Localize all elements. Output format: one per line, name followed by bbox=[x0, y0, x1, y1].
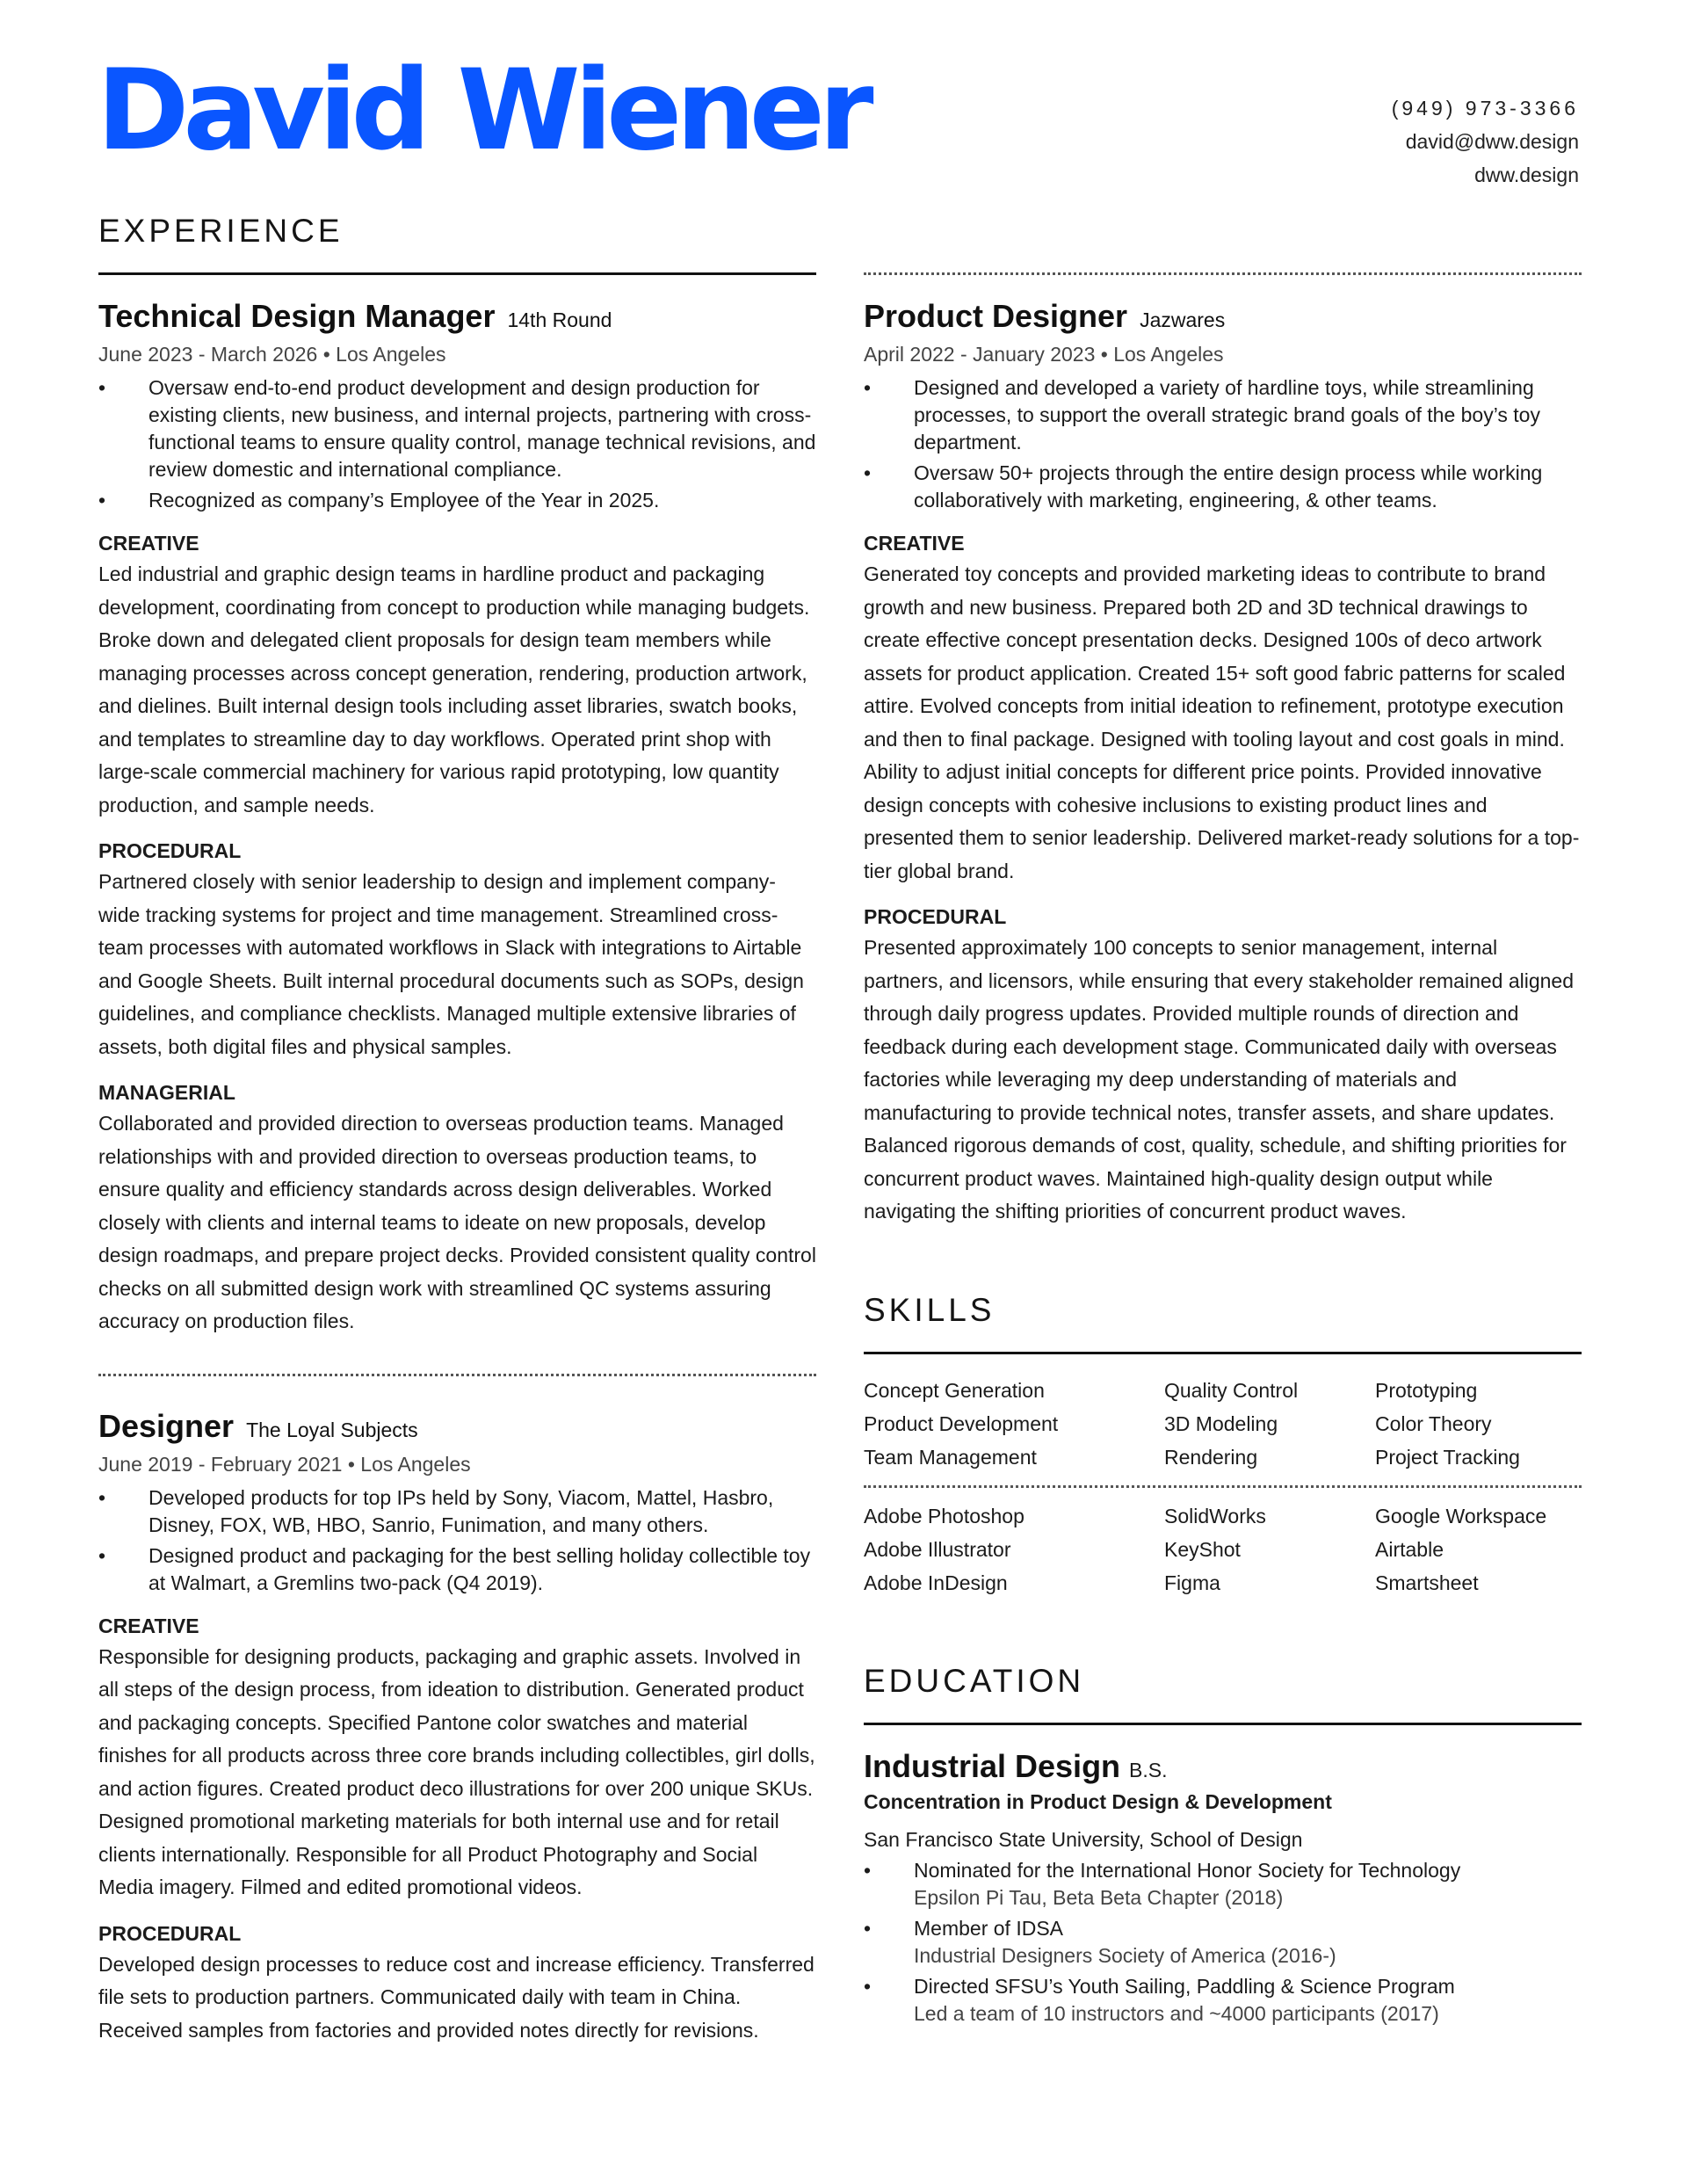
subsection-heading: MANAGERIAL bbox=[98, 1081, 235, 1104]
education-title-row bbox=[864, 1745, 1582, 1789]
education-school: San Francisco State University, School of Design bbox=[864, 1827, 1303, 1851]
tool-item: Google Workspace bbox=[1375, 1504, 1547, 1527]
skills-rule bbox=[864, 1352, 1582, 1354]
section-gap bbox=[864, 1600, 1582, 1661]
education-achievements bbox=[864, 1857, 1582, 2028]
subsection-heading: CREATIVE bbox=[98, 532, 199, 555]
job-bullets bbox=[98, 374, 816, 514]
achievement-item bbox=[864, 1973, 1582, 2028]
job-header bbox=[864, 294, 1582, 338]
job-product-designer bbox=[864, 294, 1582, 1229]
skill-item: Project Tracking bbox=[1375, 1445, 1520, 1469]
subsection-heading: PROCEDURAL bbox=[98, 1921, 242, 1945]
subsection-heading: PROCEDURAL bbox=[864, 905, 1007, 928]
job-title: Product Designer bbox=[864, 298, 1128, 334]
education-rule bbox=[864, 1723, 1582, 1725]
education-concentration: Concentration in Product Design & Development bbox=[864, 1789, 1332, 1813]
education-field: Industrial Design bbox=[864, 1747, 1121, 1784]
right-top-spacer bbox=[864, 211, 1582, 255]
education-entry bbox=[864, 1745, 1582, 2028]
job-bullets bbox=[98, 1484, 816, 1597]
tool-item: Airtable bbox=[1375, 1537, 1444, 1561]
experience-rule bbox=[98, 272, 816, 275]
bullet-item: • Designed product and packaging for the best selling holiday collectible toy at Walmart, a Gremlins two-pack (Q4 2019). bbox=[98, 1542, 816, 1597]
achievement-item bbox=[864, 1915, 1582, 1970]
job-divider bbox=[98, 1374, 816, 1376]
job-company: 14th Round bbox=[507, 308, 612, 331]
section-gap bbox=[864, 1229, 1582, 1290]
subsection-text: Partnered closely with senior leadership to design and implement company-wide tracking systems for project and time management. Streamlined cross-team processes with automated workflows in Slack with integrations to Airtable and Google Sheets. Built internal procedural documents such as SOPs, design guidelines, and compliance checklists. Managed multiple extensive libraries of assets, both digital files and physical samples. bbox=[98, 870, 804, 1058]
candidate-name: David Wiener bbox=[97, 45, 868, 175]
job-dates-location: June 2019 - February 2021 • Los Angeles bbox=[98, 1452, 471, 1476]
email-link[interactable]: david@dww.design bbox=[1405, 130, 1579, 153]
job-title: Technical Design Manager bbox=[98, 298, 496, 334]
right-column bbox=[864, 211, 1582, 2031]
subsection-text: Presented approximately 100 concepts to senior management, internal partners, and licensors, while ensuring that every stakeholder remained aligned through daily progress updates. Provided multiple rounds of direction and feedback during each development stage. Communicated daily with overseas factories while leveraging my deep understanding of materials and manufacturing to provide technical notes, transfer assets, and share updates. Balanced rigorous demands of cost, quality, schedule, and shifting priorities for concurrent product waves. Maintained high-quality design output while navigating the shifting priorities of concurrent product waves. bbox=[864, 936, 1575, 1223]
tool-item: Smartsheet bbox=[1375, 1571, 1479, 1594]
skill-item: Product Development bbox=[864, 1411, 1059, 1435]
achievement-title: • Directed SFSU’s Youth Sailing, Paddling & Science Program bbox=[914, 1974, 1455, 1998]
phone-number[interactable]: (949) 973-3366 bbox=[1391, 97, 1579, 120]
achievement-detail: Industrial Designers Society of America (2016-) bbox=[914, 1943, 1336, 1967]
skill-item: Quality Control bbox=[1164, 1378, 1299, 1402]
achievement-title: • Member of IDSA bbox=[914, 1916, 1063, 1940]
job-company: Jazwares bbox=[1140, 308, 1226, 331]
job-header bbox=[98, 294, 816, 338]
subsection-text: Responsible for designing products, packaging and graphic assets. Involved in all steps of the design process, from ideation to distribution. Generated product and packaging concepts. Specified Pantone color swatches and material finishes for all products across three core brands including collectibles, girl dolls, and action figures. Created product deco illustrations for over 200 unique SKUs. Designed promotional marketing materials for both internal use and for retail clients internationally. Responsible for all Product Photography and Social Media imagery. Filmed and edited promotional videos. bbox=[98, 1644, 815, 1898]
bullet-item: • Oversaw 50+ projects through the entire design process while working collaboratively with marketing, engineering, & other teams. bbox=[864, 460, 1582, 514]
subsection-text: Developed design processes to reduce cost and increase efficiency. Transferred file sets to production partners. Communicated daily with team in China. Received samples from factories and provided notes directly for revisions. bbox=[98, 1952, 815, 2042]
job-dates-location: April 2022 - January 2023 • Los Angeles bbox=[864, 343, 1224, 366]
education-degree: B.S. bbox=[1129, 1758, 1168, 1781]
subsection-text: Generated toy concepts and provided marketing ideas to contribute to brand growth and new business. Prepared both 2D and 3D technical drawings to create effective concept presentation decks. Designed 100s of deco artwork assets for product application. Created 15+ soft good fabric patterns for scaled attire. Evolved concepts from initial ideation to refinement, prototype execution and then to final package. Designed with tooling layout and cost goals in mind. Ability to adjust initial concepts for different price points. Provided innovative design concepts with cohesive inclusions to existing product lines and presented them to senior leadership. Delivered market-ready solutions for a top-tier global brand. bbox=[864, 562, 1580, 882]
left-column bbox=[98, 211, 816, 2047]
job-title: Designer bbox=[98, 1407, 235, 1444]
achievement-title: • Nominated for the International Honor Society for Technology bbox=[914, 1858, 1461, 1882]
tool-item: Adobe Illustrator bbox=[864, 1537, 1011, 1561]
job-divider bbox=[864, 272, 1582, 275]
bullet-item: • Recognized as company’s Employee of the Year in 2025. bbox=[98, 487, 816, 514]
subsection-heading: CREATIVE bbox=[864, 532, 965, 555]
experience-heading: EXPERIENCE bbox=[98, 213, 344, 249]
job-header bbox=[98, 1404, 816, 1448]
tool-item: Figma bbox=[1164, 1571, 1220, 1594]
skill-item: Concept Generation bbox=[864, 1378, 1045, 1402]
skills-divider bbox=[864, 1485, 1582, 1488]
contact-info bbox=[1392, 91, 1579, 192]
skill-item: Color Theory bbox=[1375, 1411, 1492, 1435]
subsection-text: Collaborated and provided direction to overseas production teams. Managed relationships with and provided direction to overseas production teams, to ensure quality and efficiency standards across design deliverables. Worked closely with clients and internal teams to ideate on new proposals, develop design roadmaps, and prepare project decks. Provided consistent quality control checks on all submitted design work with streamlined QC systems assuring accuracy on production files. bbox=[98, 1112, 816, 1332]
skills-heading: SKILLS bbox=[864, 1291, 996, 1328]
job-dates-location: June 2023 - March 2026 • Los Angeles bbox=[98, 343, 446, 366]
tool-item: SolidWorks bbox=[1164, 1504, 1266, 1527]
achievement-detail: Epsilon Pi Tau, Beta Beta Chapter (2018) bbox=[914, 1885, 1284, 1909]
core-skills-grid bbox=[864, 1374, 1582, 1474]
tool-skills-grid bbox=[864, 1499, 1582, 1600]
bullet-item: • Designed and developed a variety of hardline toys, while streamlining processes, to support the overall strategic brand goals of the boy’s toy department. bbox=[864, 374, 1582, 456]
subsection-heading: PROCEDURAL bbox=[98, 839, 242, 862]
achievement-detail: Led a team of 10 instructors and ~4000 participants (2017) bbox=[914, 2001, 1439, 2025]
job-bullets bbox=[864, 374, 1582, 514]
website-link[interactable]: dww.design bbox=[1474, 163, 1579, 186]
education-heading: EDUCATION bbox=[864, 1662, 1085, 1699]
job-company: The Loyal Subjects bbox=[246, 1418, 418, 1441]
skill-item: 3D Modeling bbox=[1164, 1411, 1278, 1435]
subsection-text: Led industrial and graphic design teams in hardline product and packaging development, coordinating from concept to production while managing budgets. Broke down and delegated client proposals for design team members while managing processes across concept generation, rendering, production artwork, and dielines. Built internal design tools including asset libraries, swatch books, and templates to streamline day to day workflows. Operated print shop with large-scale commercial machinery for various rapid prototyping, low quantity production, and sample needs. bbox=[98, 562, 810, 816]
tool-item: KeyShot bbox=[1164, 1537, 1241, 1561]
bullet-item: • Oversaw end-to-end product development and design production for existing clients, new business, and internal projects, partnering with cross-functional teams to ensure quality control, manage technical revisions, and review domestic and international compliance. bbox=[98, 374, 816, 483]
skill-item: Prototyping bbox=[1375, 1378, 1478, 1402]
skill-item: Rendering bbox=[1164, 1445, 1258, 1469]
bullet-item: • Developed products for top IPs held by Sony, Viacom, Mattel, Hasbro, Disney, FOX, WB, HBO, Sanrio, Funimation, and many others. bbox=[98, 1484, 816, 1539]
tool-item: Adobe Photoshop bbox=[864, 1504, 1025, 1527]
skill-item: Team Management bbox=[864, 1445, 1037, 1469]
tool-item: Adobe InDesign bbox=[864, 1571, 1008, 1594]
achievement-item bbox=[864, 1857, 1582, 1912]
job-technical-design-manager bbox=[98, 294, 816, 1339]
job-designer bbox=[98, 1404, 816, 2048]
subsection-heading: CREATIVE bbox=[98, 1614, 199, 1637]
